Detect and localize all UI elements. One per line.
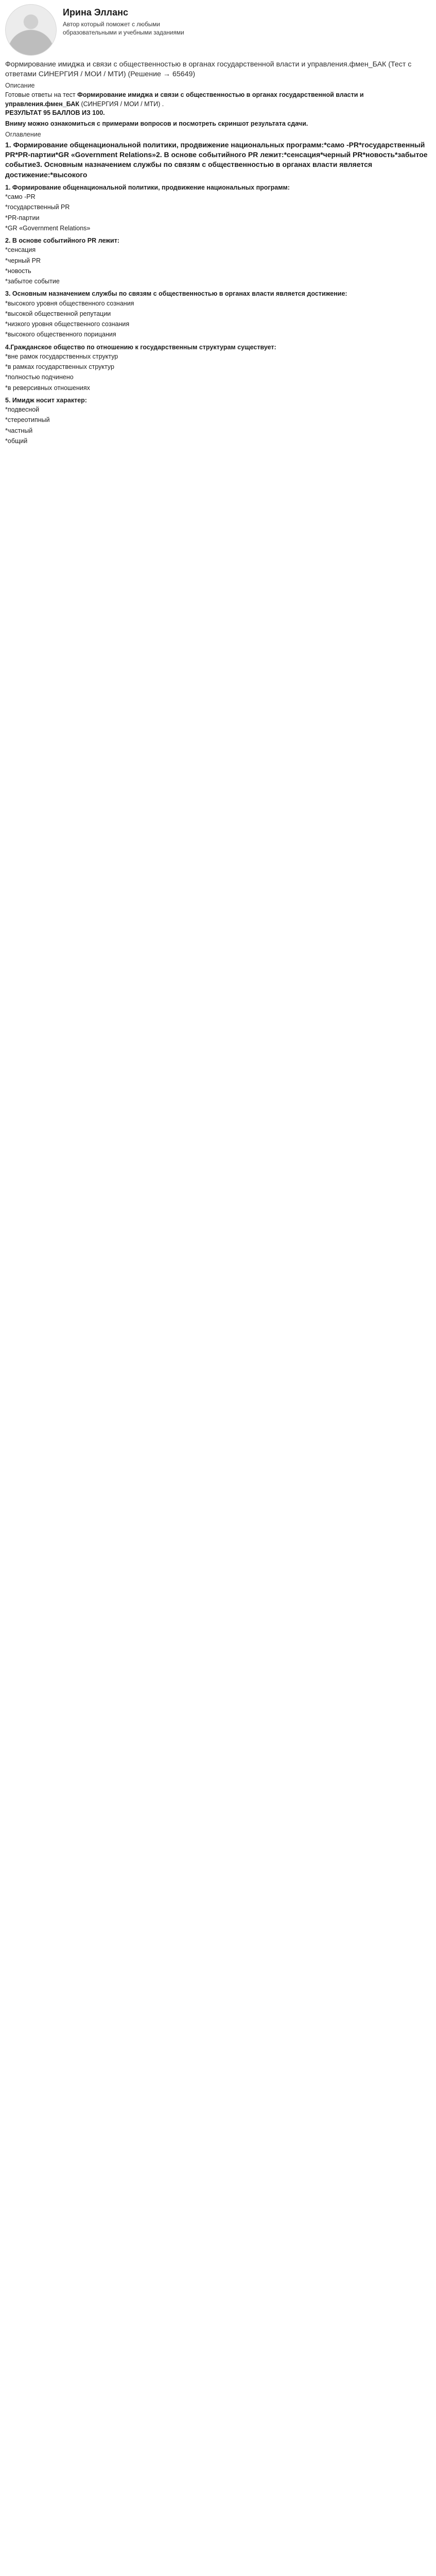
answer-option: *черный PR [5, 257, 41, 264]
author-info [63, 4, 202, 56]
answer-option: *высокого уровня общественного сознания [5, 299, 134, 307]
question-text: 1. Формирование общенациональной политики, продвижение национальных программ: [5, 183, 290, 191]
description-prefix: Готовые ответы на тест [5, 91, 76, 99]
answer-option: *в рамках государственных структур [5, 363, 114, 371]
answer-option: *низкого уровня общественного сознания [5, 320, 130, 328]
answer-option: *GR «Government Relations» [5, 224, 91, 232]
answer-option: *в реверсивных отношениях [5, 384, 90, 392]
author-avatar[interactable] [5, 4, 57, 56]
document-title: Формирование имиджа и связи с общественностью в органах государственной власти и управления.фмен_БАК (Тест с ответами СИНЕРГИЯ / МОИ / МТИ) (Решение → 65649) [5, 60, 412, 79]
document-page [0, 0, 436, 515]
question-4 [5, 343, 431, 393]
question-2 [5, 236, 431, 286]
answer-option: *полностью подчинено [5, 374, 74, 381]
answer-option: *PR-партии [5, 214, 40, 222]
answer-option: *вне рамок государственных структур [5, 352, 118, 360]
toc-summary: 1. Формирование общенациональной политики, продвижение национальных программ:*само -PR*государственный PR*PR-партии*GR «Government Relations»2. В основе событийного PR лежит:*сенсация*черный PR*новость*забытое событие3. Основным назначением службы по связям с общественностью в органах власти является достижение:*высокого [5, 140, 428, 179]
question-text: 4.Гражданское общество по отношению к государственным структурам существует: [5, 343, 276, 351]
result-line: РЕЗУЛЬТАТ 95 БАЛЛОВ ИЗ 100. [5, 109, 105, 116]
answer-option: *подвесной [5, 406, 40, 414]
toc-label: Оглавление [5, 131, 41, 139]
answer-option: *государственный PR [5, 204, 70, 211]
description-suffix: (СИНЕРГИЯ / МОИ / МТИ) . [81, 100, 164, 108]
question-1 [5, 183, 431, 233]
answer-option: *высокой общественной репутации [5, 310, 111, 317]
answer-option: *новость [5, 267, 31, 275]
description-text [5, 91, 431, 109]
author-name[interactable]: Ирина Элланс [63, 7, 129, 18]
answer-option: *сенсация [5, 246, 36, 254]
questions-list [5, 183, 431, 446]
question-text: 3. Основным назначением службы по связям с общественностью в органах власти является достижение: [5, 290, 347, 298]
description-label: Описание [5, 82, 35, 90]
notice-line: Вниму можно ознакомиться с примерами вопросов и посмотреть скриншот результата сдачи. [5, 120, 308, 128]
answer-option: *частный [5, 427, 33, 434]
answer-option: *забытое событие [5, 278, 60, 285]
answer-option: *само -PR [5, 193, 36, 201]
question-3 [5, 290, 431, 339]
answer-option: *высокого общественного порицания [5, 331, 116, 338]
answer-option: *стереотипный [5, 416, 50, 424]
answer-option: *общий [5, 437, 28, 445]
author-header [5, 4, 431, 56]
description-bold: Формирование имиджа и связи с общественностью в органах государственной власти и управления.фмен_БАК [5, 91, 364, 108]
question-text: 5. Имидж носит характер: [5, 396, 87, 404]
question-text: 2. В основе событийного PR лежит: [5, 237, 119, 245]
author-bio: Автор который поможет с любыми образовательными и учебными заданиями [63, 20, 184, 36]
question-5 [5, 396, 431, 446]
